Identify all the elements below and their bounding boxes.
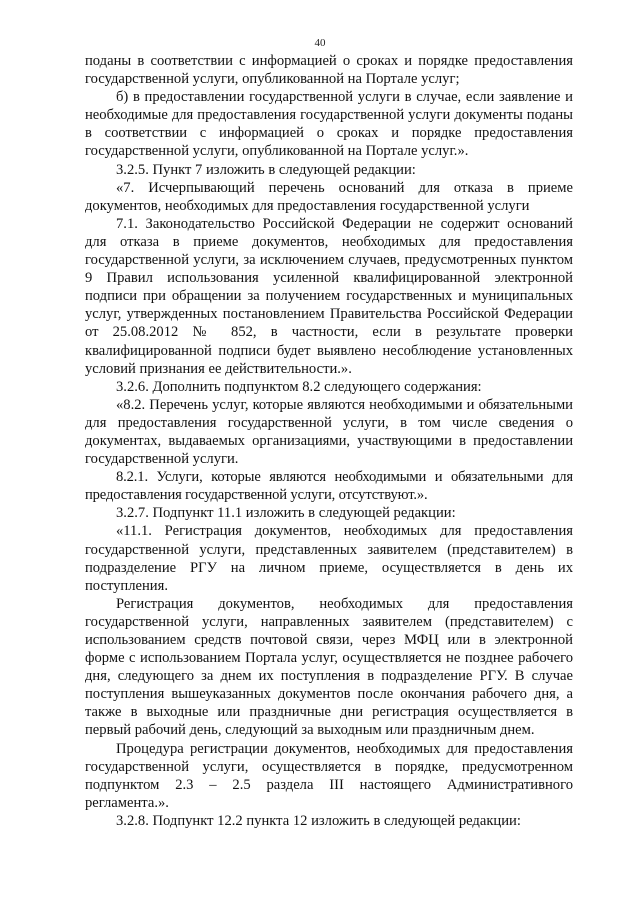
paragraph-amendment-3-2-6: 3.2.6. Дополнить подпунктом 8.2 следующего содержания: <box>116 378 482 395</box>
paragraph-amendment-3-2-8: 3.2.8. Подпункт 12.2 пункта 12 изложить в следующей редакции: <box>116 812 521 829</box>
document-body <box>85 52 573 830</box>
paragraph-registration: Регистрация документов, необходимых для предоставления государственной услуги, направленных заявителем (представителем) с использованием средств почтовой связи, через МФЦ или в электронной форме с использованием Портала услуг, осуществляется не позднее рабочего дня, следующего за днем их поступления в подразделение РГУ. В случае поступления вышеуказанных документов после окончания рабочего дня, а также в выходные или праздничные дни регистрация осуществляется в первый рабочий день, следующий за выходным или праздничным днем. <box>85 595 573 739</box>
paragraph-section-11-1: «11.1. Регистрация документов, необходимых для предоставления государственной услуги, представленных заявителем (представителем) в подразделение РГУ на личном приеме, осуществляется в день их поступления. <box>85 523 573 594</box>
paragraph-section-8-2: «8.2. Перечень услуг, которые являются необходимыми и обязательными для предоставления государственной услуги, в том числе сведения о документах, выдаваемых организациями, участвующими в предоставлении государственной услуги. <box>85 396 573 468</box>
paragraph-section-8-2-1: 8.2.1. Услуги, которые являются необходимыми и обязательными для предоставления государственной услуги, отсутствуют.». <box>85 469 573 504</box>
paragraph-item-b: б) в предоставлении государственной услуги в случае, если заявление и необходимые для предоставления государственной услуги документы поданы в соответствии с информацией о сроках и порядке предоставления государственной услуги, опубликованной на Портале услуг.». <box>85 89 573 160</box>
paragraph-section-7-1: 7.1. Законодательство Российской Федерации не содержит оснований для отказа в приеме документов, необходимых для предоставления государственной услуги, за исключением случаев, предусмотренных пунктом 9 Правил использования усиленной квалифицированной электронной подписи при обращении за получением государственных и муниципальных услуг, утвержденных постановлением Правительства Российской Федерации от 25.08.2012 № 852, в частности, если в результате проверки квалифицированной подписи будет выявлено несоблюдение установленных условий признания ее действительности.». <box>85 215 573 377</box>
paragraph-registration-procedure: Процедура регистрации документов, необходимых для предоставления государственной услуги, осуществляется в порядке, предусмотренном подпунктом 2.3 – 2.5 раздела III настоящего Административного регламента.». <box>85 740 573 811</box>
paragraph-continuation: поданы в соответствии с информацией о сроках и порядке предоставления государственной услуги, опубликованной на Портале услуг; <box>85 53 573 88</box>
paragraph-amendment-3-2-5: 3.2.5. Пункт 7 изложить в следующей редакции: <box>116 161 416 178</box>
paragraph-section-7-heading: «7. Исчерпывающий перечень оснований для отказа в приеме документов, необходимых для предоставления государственной услуги <box>85 179 573 214</box>
page-number: 40 <box>314 37 326 49</box>
paragraph-amendment-3-2-7: 3.2.7. Подпункт 11.1 изложить в следующей редакции: <box>116 505 456 522</box>
